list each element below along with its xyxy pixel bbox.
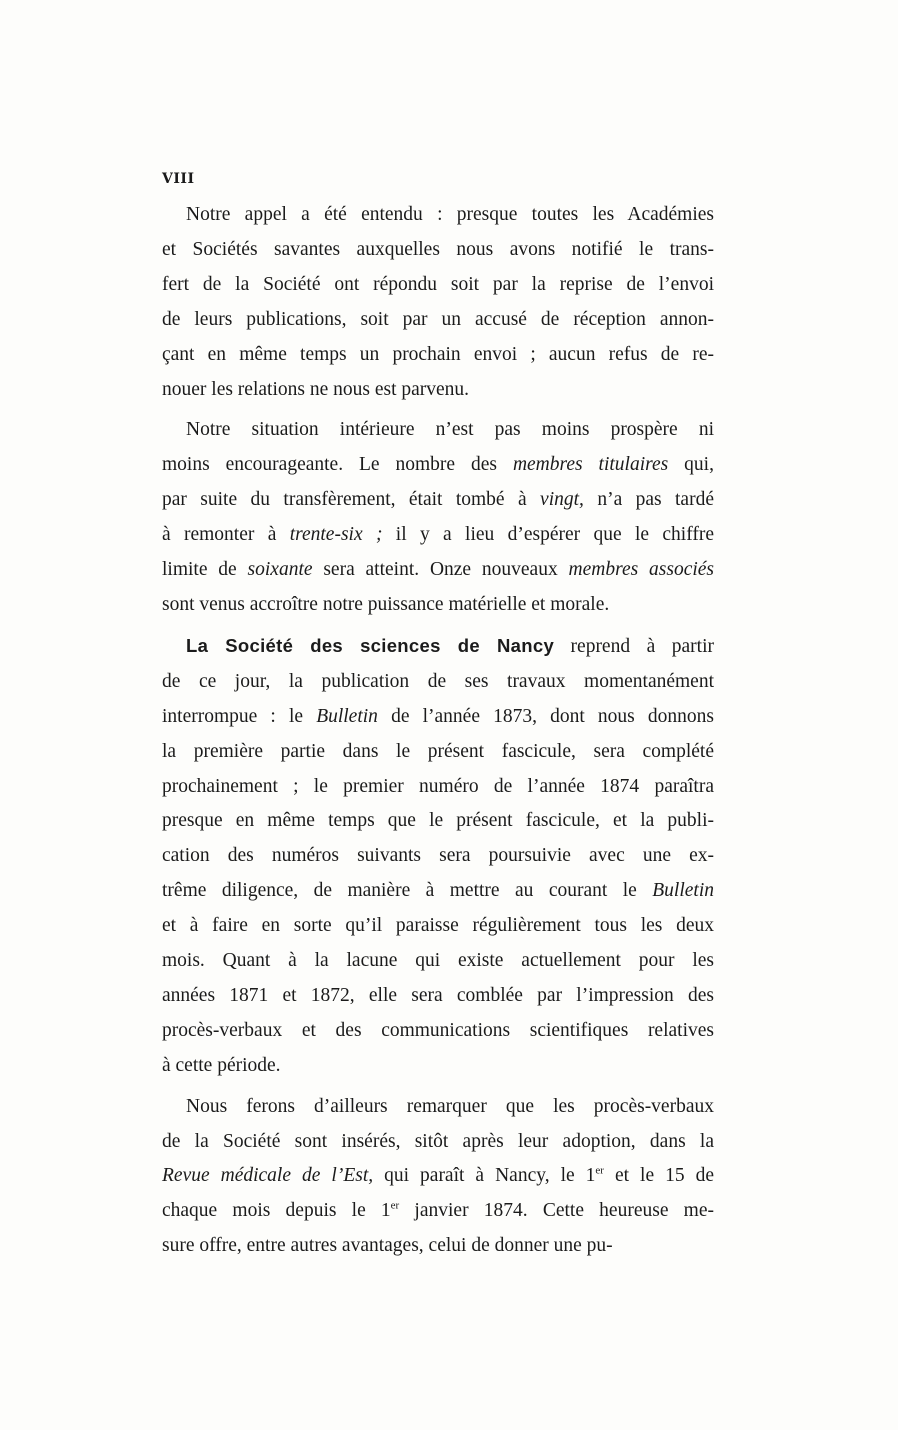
- text-line: çant en même temps un prochain envoi ; aucun refus de re-: [162, 343, 714, 365]
- text-line: de ce jour, la publication de ses travaux momentanément: [162, 670, 714, 692]
- text-line: et à faire en sorte qu’il paraisse régulièrement tous les deux: [162, 915, 714, 937]
- text-line: sure offre, entre autres avantages, celui de donner une pu-: [162, 1235, 613, 1257]
- text-line: mois. Quant à la lacune qui existe actuellement pour les: [162, 950, 714, 972]
- paragraph: [162, 198, 714, 407]
- text-line: Nous ferons d’ailleurs remarquer que les procès-verbaux: [186, 1095, 714, 1117]
- text-line: années 1871 et 1872, elle sera comblée par l’impression des: [162, 984, 714, 1006]
- text-line: la première partie dans le présent fascicule, sera complété: [162, 740, 714, 762]
- paragraph: [162, 1090, 714, 1265]
- text-line: Notre appel a été entendu : presque toutes les Académies: [186, 204, 714, 225]
- text-line: presque en même temps que le présent fascicule, et la publi-: [162, 810, 714, 832]
- text-line: fert de la Société ont répondu soit par la reprise de l’envoi: [162, 273, 714, 295]
- text-line: par suite du transfèrement, était tombé à vingt, n’a pas tardé: [162, 489, 714, 511]
- text-line: Notre situation intérieure n’est pas moins prospère ni: [186, 419, 714, 441]
- page-number: VIII: [162, 171, 195, 187]
- text-line: limite de soixante sera atteint. Onze nouveaux membres associés: [162, 559, 715, 581]
- paragraph: [162, 629, 714, 1084]
- body-text: [162, 198, 714, 1264]
- text-line: interrompue : le Bulletin de l’année 1873, dont nous donnons: [162, 705, 714, 727]
- text-line: à remonter à trente-six ; il y a lieu d’espérer que le chiffre: [162, 524, 714, 546]
- text-line: de la Société sont insérés, sitôt après leur adoption, dans la: [162, 1130, 714, 1152]
- text-line: et Sociétés savantes auxquelles nous avons notifié le trans-: [162, 238, 714, 260]
- text-line: La Société des sciences de Nancy reprend à partir: [186, 634, 714, 657]
- society-name: La Société des sciences de Nancy: [186, 634, 555, 656]
- text-line: trême diligence, de manière à mettre au courant le Bulletin: [162, 880, 714, 902]
- text-line: nouer les relations ne nous est parvenu.: [162, 378, 470, 400]
- text-line: prochainement ; le premier numéro de l’année 1874 paraîtra: [162, 775, 714, 797]
- text-line: de leurs publications, soit par un accusé de réception annon-: [162, 308, 714, 330]
- text-line: moins encourageante. Le nombre des membres titulaires qui,: [162, 454, 714, 476]
- text-line: procès-verbaux et des communications scientifiques relatives: [162, 1019, 714, 1041]
- text-line: cation des numéros suivants sera poursuivie avec une ex-: [162, 845, 714, 867]
- text-line: Revue médicale de l’Est, qui paraît à Nancy, le 1er et le 15 de: [162, 1164, 714, 1187]
- text-line: chaque mois depuis le 1er janvier 1874. Cette heureuse me-: [162, 1199, 714, 1222]
- text-line: à cette période.: [162, 1054, 281, 1076]
- text-line: sont venus accroître notre puissance matérielle et morale.: [162, 593, 610, 615]
- paragraph: [162, 413, 714, 622]
